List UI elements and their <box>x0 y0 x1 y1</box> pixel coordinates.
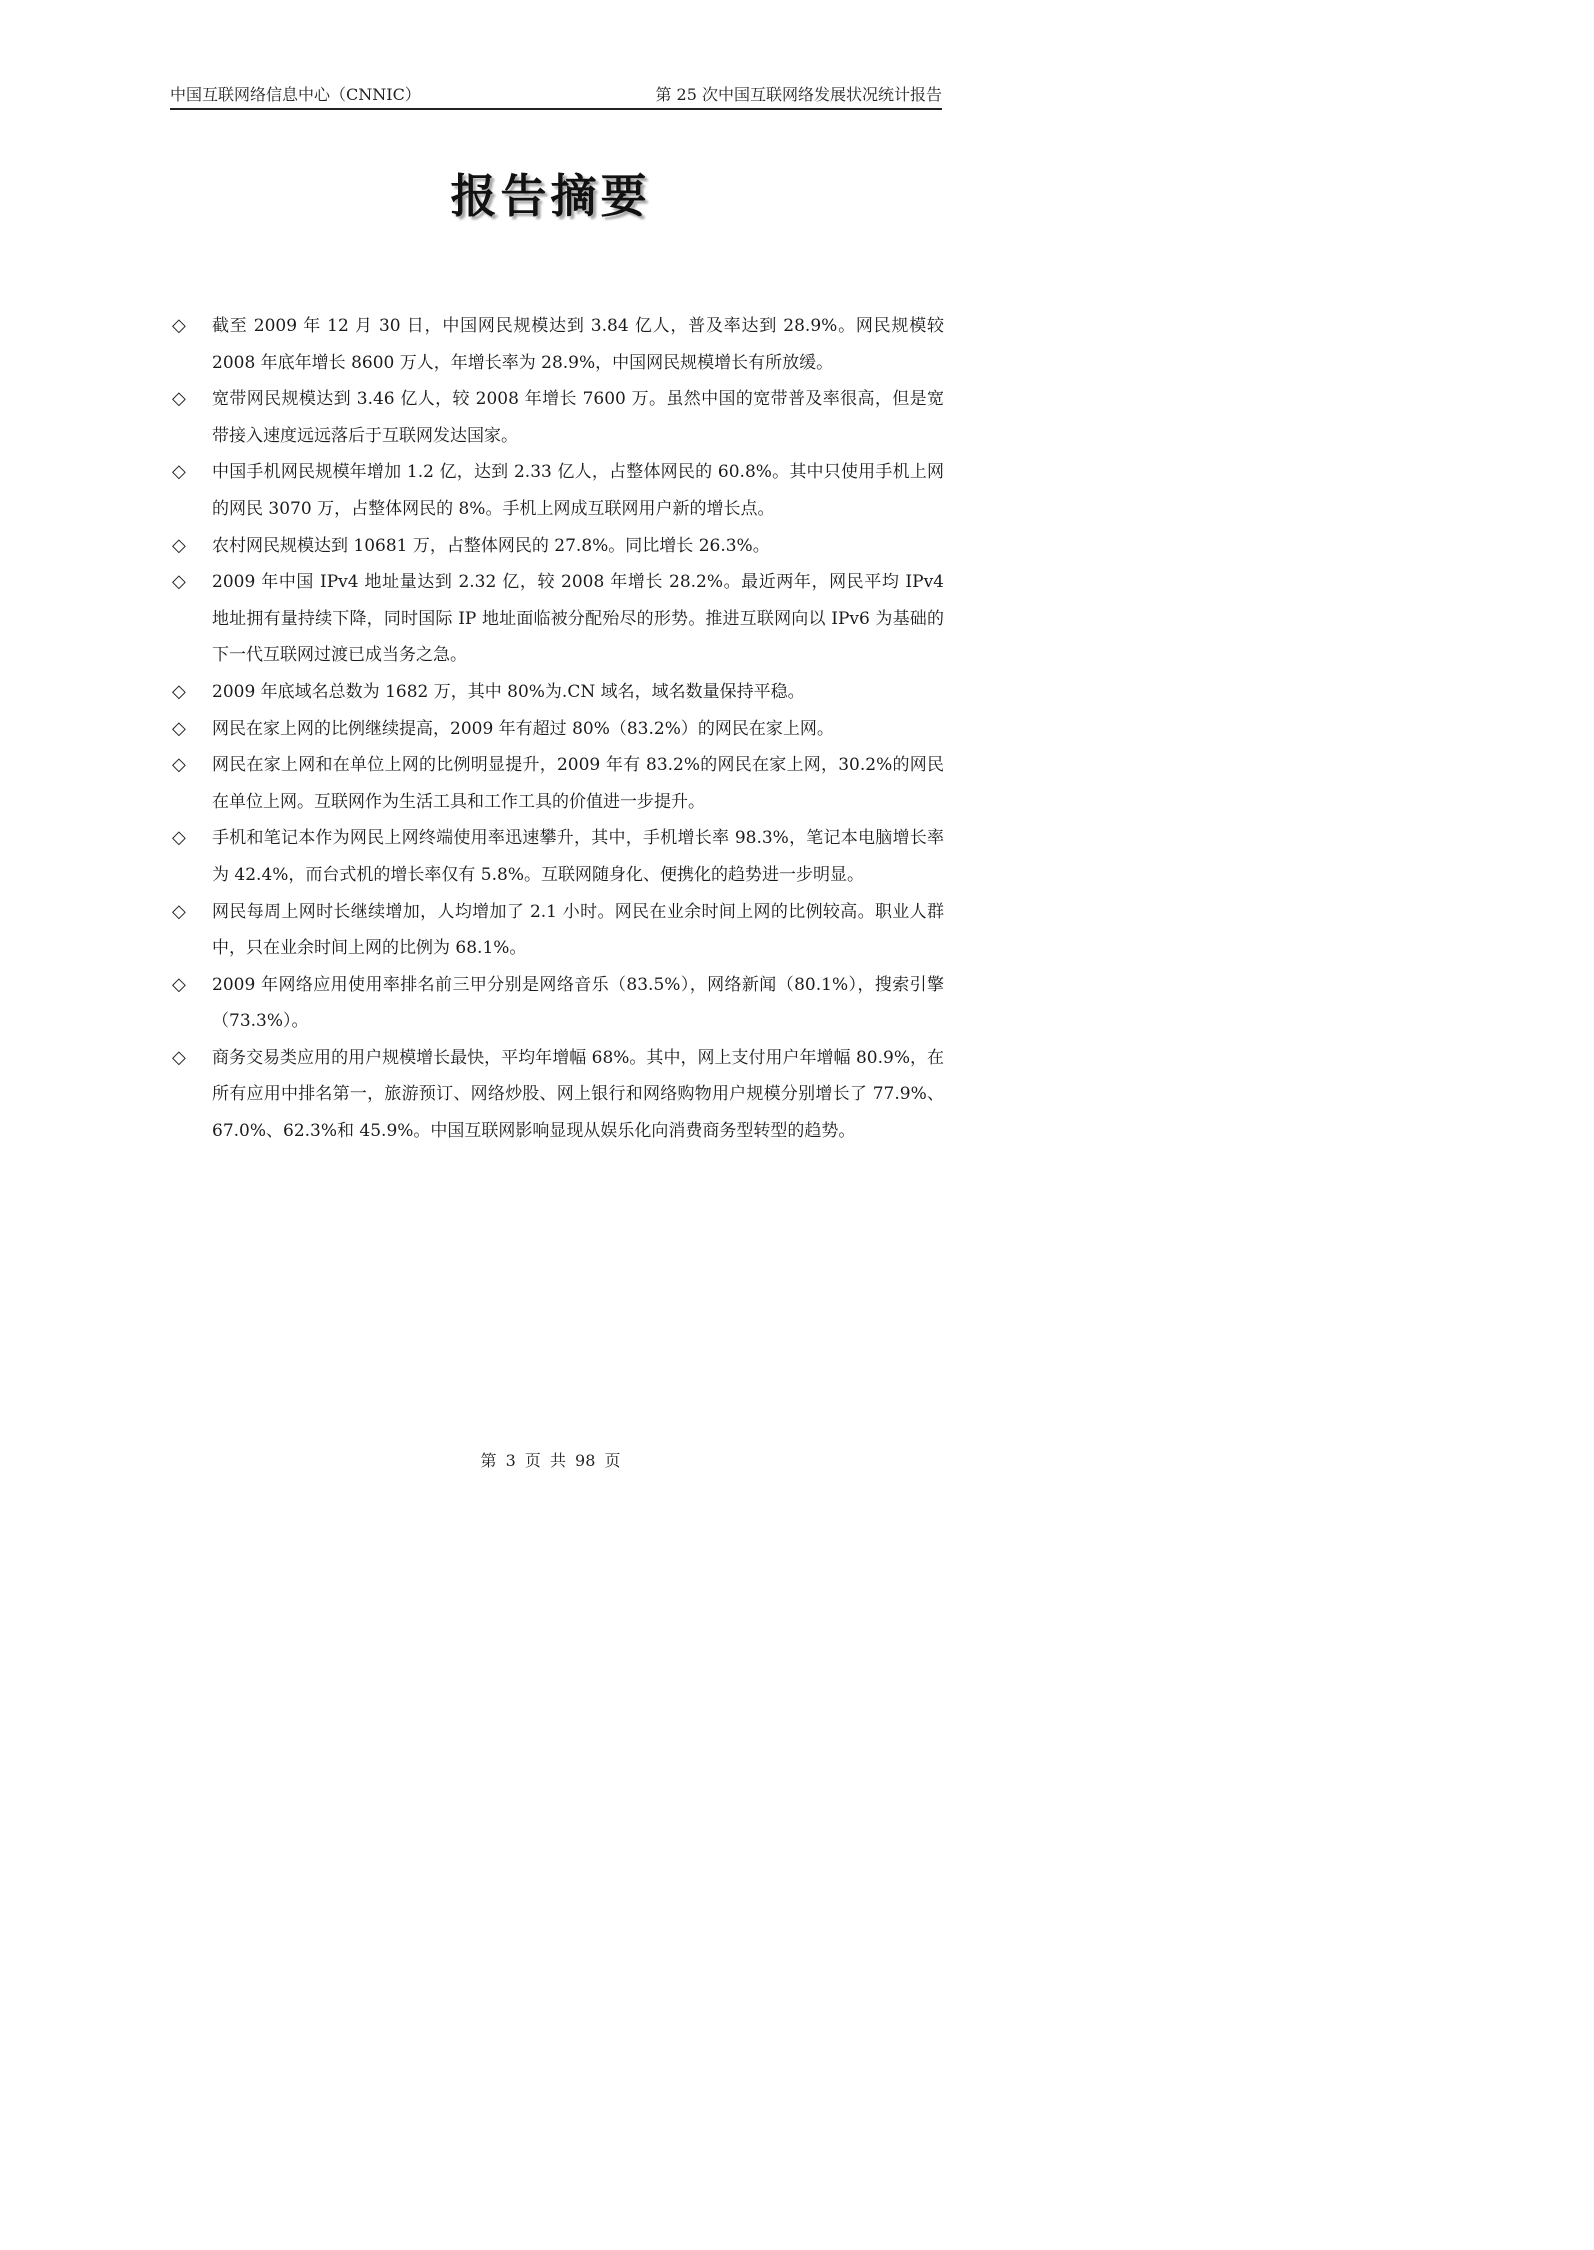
summary-item-text: 商务交易类应用的用户规模增长最快，平均年增幅 68%。其中，网上支付用户年增幅 80.9%，在所有应用中排名第一，旅游预订、网络炒股、网上银行和网络购物用户规模分别增长了 77.9%、67.0%、62.3%和 45.9%。中国互联网影响显现从娱乐化向消费商务型转型的趋势。 <box>212 1047 944 1142</box>
white-diamond-icon: ◇ <box>172 461 186 483</box>
white-diamond-icon: ◇ <box>172 680 186 702</box>
summary-item <box>172 674 944 711</box>
header-report-title: 第 25 次中国互联网络发展状况统计报告 <box>655 85 942 104</box>
summary-item <box>172 528 944 565</box>
summary-item-text: 网民每周上网时长继续增加，人均增加了 2.1 小时。网民在业余时间上网的比例较高。职业人群中，只在业余时间上网的比例为 68.1%。 <box>212 901 944 959</box>
white-diamond-icon: ◇ <box>172 900 186 922</box>
white-diamond-icon: ◇ <box>172 534 186 556</box>
summary-item-text: 网民在家上网和在单位上网的比例明显提升，2009 年有 83.2%的网民在家上网，30.2%的网民在单位上网。互联网作为生活工具和工作工具的价值进一步提升。 <box>212 755 944 812</box>
header-organization: 中国互联网络信息中心（CNNIC） <box>170 85 421 104</box>
document-page <box>0 0 1101 1553</box>
summary-item <box>172 564 944 674</box>
summary-item-text: 2009 年底域名总数为 1682 万，其中 80%为.CN 域名，域名数量保持平稳。 <box>212 681 805 702</box>
white-diamond-icon: ◇ <box>172 827 186 849</box>
summary-item-text: 中国手机网民规模年增加 1.2 亿，达到 2.33 亿人，占整体网民的 60.8%。其中只使用手机上网的网民 3070 万，占整体网民的 8%。手机上网成互联网用户新的增长点。 <box>212 462 944 519</box>
page-header <box>170 84 942 110</box>
white-diamond-icon: ◇ <box>172 388 186 410</box>
white-diamond-icon: ◇ <box>172 973 186 995</box>
page-title: 报告摘要 <box>450 169 651 223</box>
white-diamond-icon: ◇ <box>172 571 186 593</box>
white-diamond-icon: ◇ <box>172 717 186 739</box>
summary-item <box>172 894 944 967</box>
summary-item-text: 截至 2009 年 12 月 30 日，中国网民规模达到 3.84 亿人，普及率达到 28.9%。网民规模较 2008 年底年增长 8600 万人，年增长率为 28.9%，中国网民规模增长有所放缓。 <box>212 316 944 373</box>
summary-item <box>172 454 944 527</box>
summary-item-text: 2009 年网络应用使用率排名前三甲分别是网络音乐（83.5%），网络新闻（80.1%），搜索引擎（73.3%）。 <box>212 974 944 1032</box>
summary-item <box>172 820 944 893</box>
white-diamond-icon: ◇ <box>172 1046 186 1068</box>
summary-item <box>172 381 944 454</box>
summary-item-text: 2009 年中国 IPv4 地址量达到 2.32 亿，较 2008 年增长 28.2%。最近两年，网民平均 IPv4 地址拥有量持续下降，同时国际 IP 地址面临被分配殆尽的形势。推进互联网向以 IPv6 为基础的下一代互联网过渡已成当务之急。 <box>212 572 944 666</box>
white-diamond-icon: ◇ <box>172 315 186 336</box>
summary-item-text: 网民在家上网的比例继续提高，2009 年有超过 80%（83.2%）的网民在家上网。 <box>212 718 834 739</box>
summary-item <box>172 1040 944 1150</box>
page-number: 第 3 页 共 98 页 <box>480 1451 621 1470</box>
summary-item-text: 手机和笔记本作为网民上网终端使用率迅速攀升，其中，手机增长率 98.3%，笔记本电脑增长率为 42.4%，而台式机的增长率仅有 5.8%。互联网随身化、便携化的趋势进一步明显。 <box>212 828 944 885</box>
summary-item <box>172 747 944 820</box>
summary-list <box>172 308 944 1150</box>
summary-item-text: 农村网民规模达到 10681 万，占整体网民的 27.8%。同比增长 26.3%。 <box>212 535 770 556</box>
summary-item <box>172 308 944 381</box>
white-diamond-icon: ◇ <box>172 754 186 776</box>
summary-item <box>172 967 944 1040</box>
header-divider <box>170 108 942 110</box>
summary-item-text: 宽带网民规模达到 3.46 亿人，较 2008 年增长 7600 万。虽然中国的宽带普及率很高，但是宽带接入速度远远落后于互联网发达国家。 <box>212 389 944 446</box>
summary-item <box>172 711 944 748</box>
